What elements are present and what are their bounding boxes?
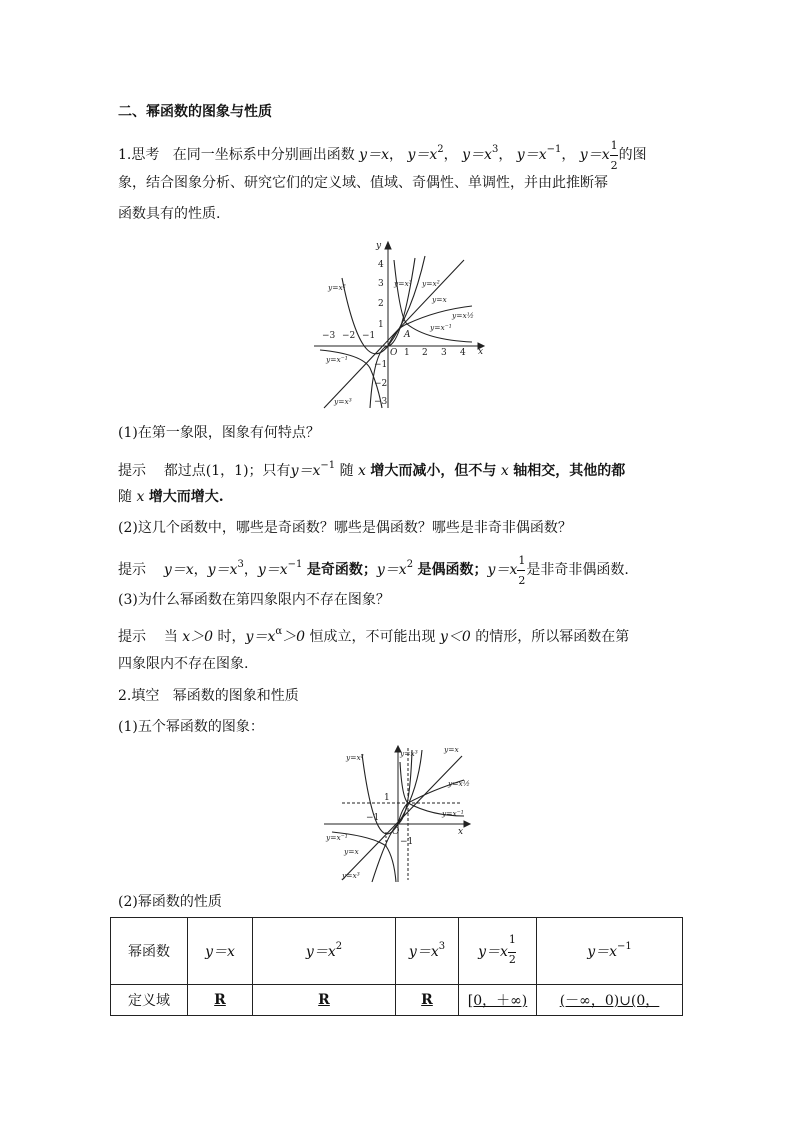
fraction-half: $\frac{1}{2}$ <box>610 139 618 172</box>
x-tick: 3 <box>441 348 447 358</box>
power-functions-graph-2 <box>322 742 474 884</box>
x-tick: −3 <box>322 331 336 341</box>
section-title: 二、幂函数的图象与性质 <box>118 104 272 120</box>
label-x-squared: y=x² <box>346 753 364 762</box>
domain-cell: (－∞，0)∪(0， <box>537 985 683 1016</box>
func-y-x3: $y=x^3$ <box>462 144 499 163</box>
y-tick: −2 <box>374 379 388 389</box>
func-y-xhalf: y＝x <box>579 147 610 163</box>
func-y-x2: $y=x^2$ <box>407 144 444 163</box>
answer-3-line-2: 四象限内不存在图象. <box>118 656 249 672</box>
y-axis-label: y <box>376 241 382 251</box>
label-x-half: y=x½ <box>448 779 471 788</box>
label-x-inv-left: y=x⁻¹ <box>326 355 348 364</box>
think-intro: 在同一坐标系中分别画出函数 <box>172 147 355 163</box>
label-x-inv: y=x⁻¹ <box>442 809 464 818</box>
header-y-x2: $y=x^2$ <box>253 918 396 985</box>
header-y-x: y＝x <box>188 918 253 985</box>
x-tick: 2 <box>422 348 428 358</box>
origin-label: O <box>392 827 400 837</box>
domain-cell: R <box>253 985 396 1016</box>
header-label: 幂函数 <box>111 918 188 985</box>
label-x-cubed-top: y=x³ <box>400 749 418 758</box>
think-line-2: 象，结合图象分析、研究它们的定义域、值域、奇偶性、单调性，并由此推断幂 <box>118 175 608 191</box>
y-tick: −1 <box>374 360 388 370</box>
question-2: (2)这几个函数中，哪些是奇函数？哪些是偶函数？哪些是非奇非偶函数？ <box>118 520 572 536</box>
y-tick: 3 <box>378 279 384 289</box>
row-label-domain: 定义域 <box>111 985 188 1016</box>
origin-label: O <box>390 348 398 358</box>
func-y-x: y＝x <box>359 147 389 163</box>
label-y-equals-x-left: y=x <box>344 847 359 856</box>
label-x-inv: y=x⁻¹ <box>430 323 452 332</box>
label-x-cubed-bottom: y=x³ <box>342 871 360 880</box>
x-axis-label: x <box>458 827 464 837</box>
think-line-1: 1.思考 在同一坐标系中分别画出函数 y＝x， $y=x^2$， $y=x^3$， $y=x^{-1}$， y＝x $\frac{1}{2}$ 的图 <box>118 139 647 172</box>
fill-sub-2: (2)幂函数的性质 <box>118 894 222 910</box>
question-1: (1)在第一象限，图象有何特点？ <box>118 425 320 441</box>
label-y-equals-x: y=x <box>432 295 447 304</box>
tick-1: 1 <box>384 793 390 803</box>
think-tail: 的图 <box>618 147 647 163</box>
power-functions-graph-1 <box>312 238 490 410</box>
hint-label: 提示 <box>118 562 146 578</box>
point-a-label: A <box>404 330 411 340</box>
answer-2: 提示 y＝x，$y=x^3$，$y=x^{-1}$ 是奇函数；$y=x^2$ 是偶函数；y＝x $\frac{1}{2}$ 是非奇非偶函数. <box>118 554 629 587</box>
table-header-row <box>111 918 683 985</box>
power-function-properties-table <box>110 917 683 1016</box>
label-x-half: y=x½ <box>452 311 475 320</box>
think-label: 1.思考 <box>118 147 160 163</box>
label-x-cubed-top: y=x³ <box>394 279 412 288</box>
answer-1-line-2: 随 x 增大而增大. <box>118 489 224 505</box>
fill-sub-1: (1)五个幂函数的图象： <box>118 719 264 735</box>
func-y-xinv: $y=x^{-1}$ <box>516 144 562 163</box>
think-line-3: 函数具有的性质. <box>118 206 221 222</box>
x-tick: 4 <box>460 348 466 358</box>
label-y-equals-x: y=x <box>444 745 459 754</box>
tick-neg1-x: −1 <box>366 813 380 823</box>
domain-cell: [0，＋∞) <box>459 985 537 1016</box>
label-x-squared: y=x² <box>328 283 346 292</box>
header-y-x3: $y=x^3$ <box>396 918 459 985</box>
x-tick: −1 <box>362 331 376 341</box>
fill-title: 2.填空 幂函数的图象和性质 <box>118 688 299 704</box>
domain-cell: R <box>396 985 459 1016</box>
hint-label: 提示 <box>118 463 146 479</box>
y-tick: 1 <box>378 320 384 330</box>
y-axis-arrow <box>385 242 391 249</box>
question-3: (3)为什么幂函数在第四象限内不存在图象？ <box>118 592 390 608</box>
label-x-cubed-bottom: y=x³ <box>334 397 352 406</box>
x-tick: −2 <box>342 331 356 341</box>
hint-label: 提示 <box>118 629 146 645</box>
answer-1-line-1: 提示 都过点(1，1)；只有$y=x^{-1}$ 随 x 增大而减小，但不与 x 轴相交，其他的都 <box>118 460 626 479</box>
label-x-inv-left: y=x⁻¹ <box>326 833 348 842</box>
answer-3-line-1: 提示 当 x＞0 时，$y=x^\alpha>0$ 恒成立，不可能出现 y＜0 的情形，所以幂函数在第 <box>118 626 630 645</box>
header-y-xhalf: y＝x $\frac{1}{2}$ <box>459 918 537 985</box>
label-x-squared-right: y=x² <box>422 279 440 288</box>
header-y-xinv: $y=x^{-1}$ <box>537 918 683 985</box>
x-tick: 1 <box>404 348 410 358</box>
y-tick: 4 <box>378 260 384 270</box>
domain-cell: R <box>188 985 253 1016</box>
y-tick: 2 <box>378 299 384 309</box>
line-y-equals-x <box>342 756 462 880</box>
x-axis-label: x <box>478 347 484 357</box>
table-domain-row <box>111 985 683 1016</box>
tick-neg1-y: −1 <box>400 837 414 847</box>
y-tick: −3 <box>374 397 388 407</box>
